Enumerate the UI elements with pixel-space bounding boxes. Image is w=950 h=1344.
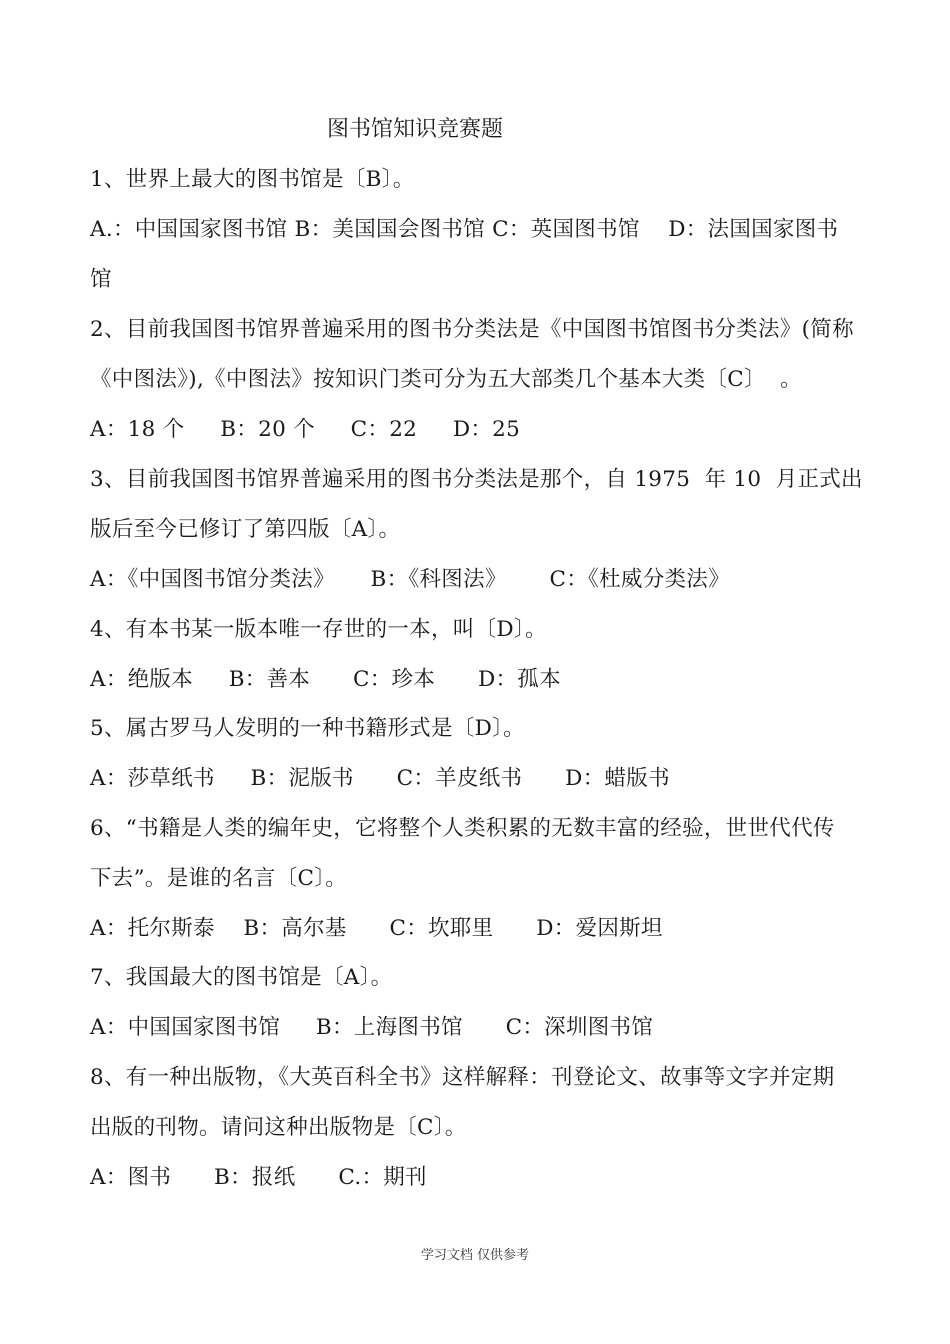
question-2-options: A：18 个 B：20 个 C：22 D：25 [90,417,521,442]
question-1-options-cont: 馆 [90,267,112,292]
question-8-cont: 出版的刊物。请问这种出版物是〔C〕。 [90,1115,467,1140]
document-title: 图书馆知识竞赛题 [326,117,503,142]
question-3-options: A：《中国图书馆分类法》 B：《科图法》 C：《杜威分类法》 [90,567,730,592]
question-1: 1、世界上最大的图书馆是〔B〕。 [90,167,415,192]
question-2: 2、目前我国图书馆界普遍采用的图书分类法是《中国图书馆图书分类法》(简称 [90,317,854,342]
question-4: 4、有本书某一版本唯一存世的一本，叫〔D〕。 [90,617,547,642]
page-footer: 学习文档 仅供参考 [420,1248,530,1263]
question-7: 7、我国最大的图书馆是〔A〕。 [90,965,393,990]
question-7-options: A：中国国家图书馆 B：上海图书馆 C：深圳图书馆 [90,1015,654,1040]
question-3: 3、目前我国图书馆界普遍采用的图书分类法是那个，自 1975 年 10 月正式出 [90,467,863,492]
question-6: 6、“书籍是人类的编年史，它将整个人类积累的无数丰富的经验，世世代代传 [90,816,835,841]
question-6-options: A：托尔斯泰 B：高尔基 C：坎耶里 D：爱因斯坦 [90,916,663,941]
question-3-cont: 版后至今已修订了第四版〔A〕。 [90,517,401,542]
question-8: 8、有一种出版物，《大英百科全书》这样解释：刊登论文、故事等文字并定期 [90,1065,835,1090]
question-1-options: A.：中国国家图书馆 B：美国国会图书馆 C：英国图书馆 D：法国国家图书 [90,217,839,242]
question-4-options: A：绝版本 B：善本 C：珍本 D：孤本 [90,667,561,692]
question-6-cont: 下去”。是谁的名言〔C〕。 [90,866,348,891]
question-8-options: A：图书 B：报纸 C.：期刊 [90,1165,427,1190]
question-5-options: A：莎草纸书 B：泥版书 C：羊皮纸书 D：蜡版书 [90,766,670,791]
question-5: 5、属古罗马人发明的一种书籍形式是〔D〕。 [90,716,525,741]
question-2-cont: 《中图法》),《中图法》按知识门类可分为五大部类几个基本大类〔C〕 。 [90,367,802,392]
